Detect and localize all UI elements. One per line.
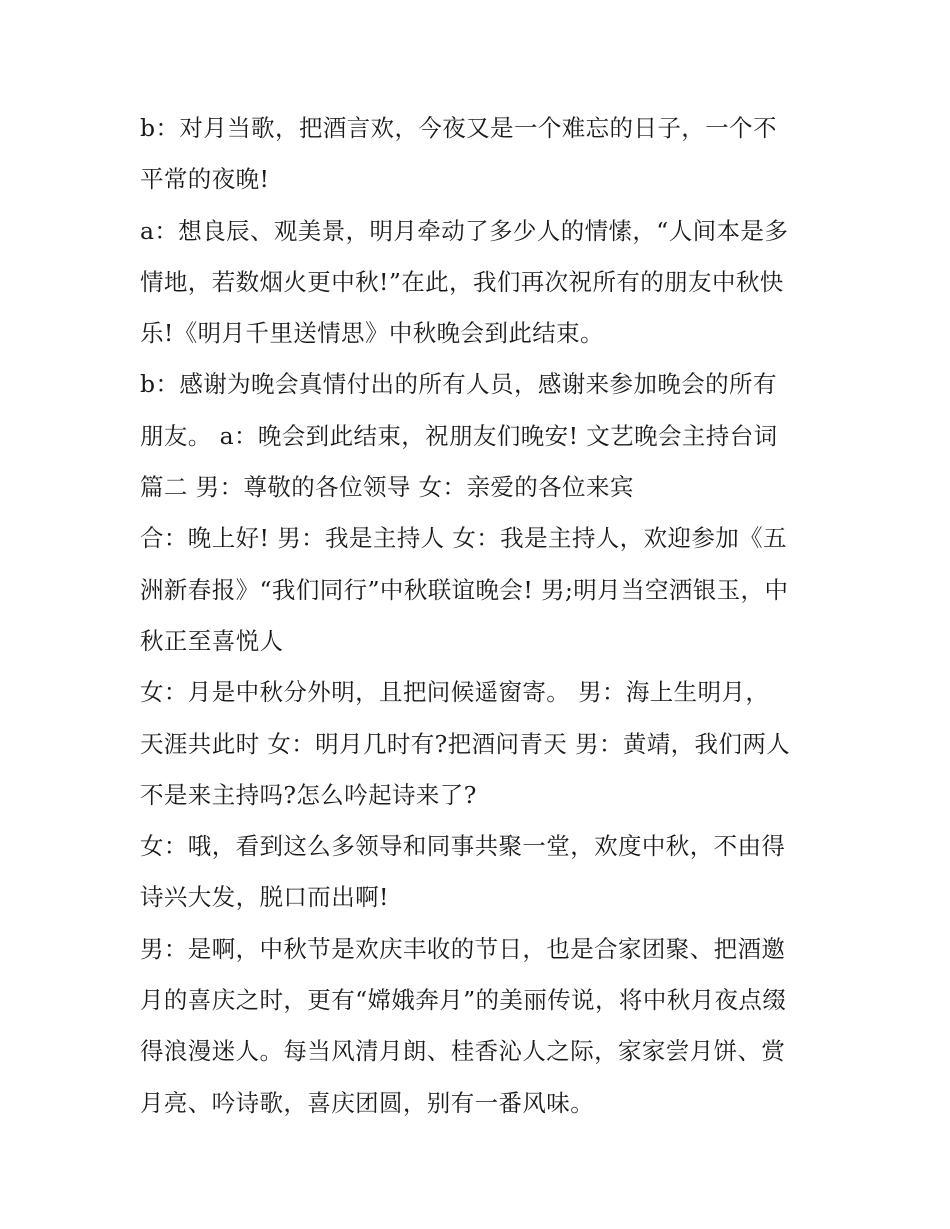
paragraph-4 [140, 513, 820, 667]
text-line: 诗兴大发，脱口而出啊! [140, 883, 389, 912]
text-line: 得浪漫迷人。每当风清月朗、桂香沁人之际，家家尝月饼、赏 [140, 1037, 786, 1066]
paragraph-6 [140, 821, 820, 924]
document-body [140, 103, 820, 1129]
text-line: 月亮、吟诗歌，喜庆团圆，别有一番风味。 [140, 1088, 595, 1117]
paragraph-7 [140, 924, 820, 1129]
text-line: 月的喜庆之时，更有“嫦娥奔月”的美丽传说，将中秋月夜点缀 [140, 986, 787, 1015]
text-line: a：想良辰、观美景，明月牵动了多少人的情愫，“人间本是多 [140, 216, 789, 245]
text-line: 不是来主持吗?怎么吟起诗来了? [140, 780, 477, 809]
paragraph-3 [140, 359, 820, 513]
text-line: 朋友。 a：晚会到此结束，祝朋友们晚安! 文艺晚会主持台词 [140, 421, 778, 450]
text-line: 乐!《明月千里送情思》中秋晚会到此结束。 [140, 319, 604, 348]
text-line: b：感谢为晚会真情付出的所有人员，感谢来参加晚会的所有 [140, 370, 777, 399]
text-line: 情地，若数烟火更中秋!”在此，我们再次祝所有的朋友中秋快 [140, 267, 784, 296]
text-line: 篇二 男：尊敬的各位领导 女：亲爱的各位来宾 [140, 473, 634, 502]
text-line: 平常的夜晚! [140, 165, 270, 194]
text-line: 男：是啊，中秋节是欢庆丰收的节日，也是合家团聚、把酒邀 [140, 934, 786, 963]
text-line: 洲新春报》“我们同行”中秋联谊晚会! 男;明月当空洒银玉，中 [140, 575, 789, 604]
paragraph-1 [140, 103, 820, 206]
paragraph-2 [140, 206, 820, 360]
text-line: 女：哦，看到这么多领导和同事共聚一堂，欢度中秋，不由得 [140, 832, 786, 861]
text-line: 合：晚上好! 男：我是主持人 女：我是主持人，欢迎参加《五 [140, 524, 787, 553]
text-line: 女：月是中秋分外明，且把问候遥窗寄。 男：海上生明月， [140, 678, 770, 707]
text-line: 秋正至喜悦人 [140, 626, 284, 655]
paragraph-5 [140, 667, 820, 821]
text-line: b：对月当歌，把酒言欢，今夜又是一个难忘的日子，一个不 [140, 114, 777, 142]
text-line: 天涯共此时 女：明月几时有?把酒问青天 男：黄靖，我们两人 [140, 729, 791, 758]
